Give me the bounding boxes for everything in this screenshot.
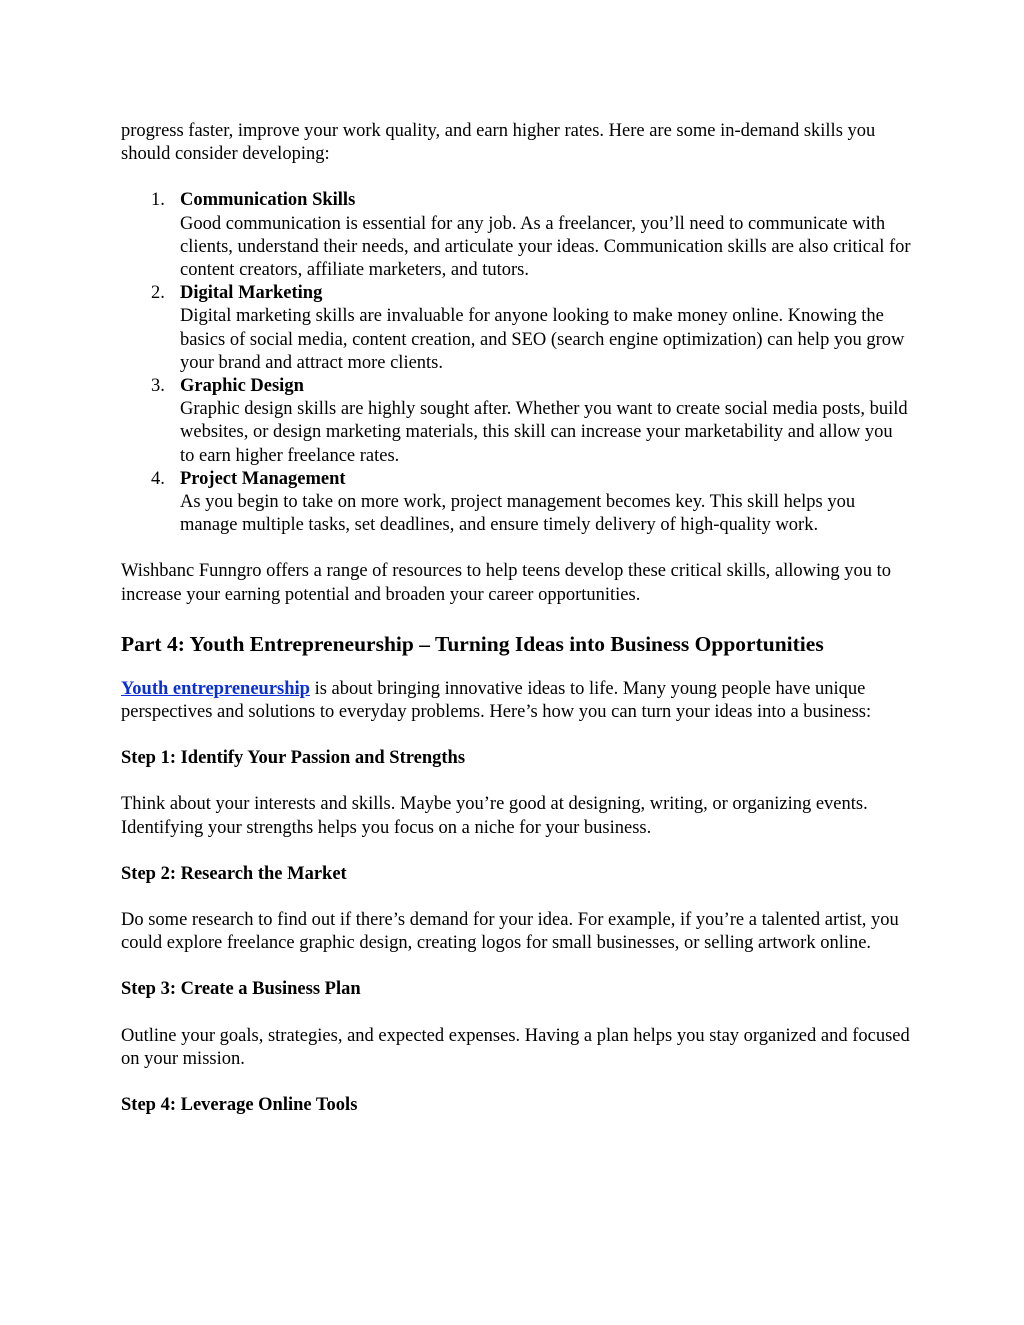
intro-paragraph: progress faster, improve your work quality, and earn higher rates. Here are some in-demand skills you should consider developing: [121, 121, 876, 165]
step-3-title: Step 3: Create a Business Plan [121, 979, 361, 1000]
closing-paragraph: Wishbanc Funngro offers a range of resources to help teens develop these critical skills, allowing you to increase your earning potential and broaden your career opportunities. [121, 561, 892, 605]
list-item [121, 189, 911, 282]
skill-description: Good communication is essential for any job. As a freelancer, you’ll need to communicate with clients, understand their needs, and articulate your ideas. Communication skills are also critical for content creators, affiliate marketers, and tutors. [180, 213, 911, 281]
lead-text: is about bringing innovative ideas to life. Many young people have unique perspectives and solutions to everyday problems. Here’s how you can turn your ideas into a business: [121, 678, 872, 723]
list-item [121, 282, 911, 375]
step-3-body: Outline your goals, strategies, and expected expenses. Having a plan helps you stay organized and focused on your mission. [121, 1025, 910, 1069]
skill-title: Digital Marketing [180, 283, 323, 304]
list-number: 3. [151, 376, 165, 397]
skill-description: As you begin to take on more work, project management becomes key. This skill helps you manage multiple tasks, set deadlines, and ensure timely delivery of high-quality work. [180, 492, 856, 536]
skill-description: Graphic design skills are highly sought after. Whether you want to create social media posts, build websites, or design marketing materials, this skill can increase your marketability and allow you to earn higher freelance rates. [180, 399, 908, 466]
skill-title: Communication Skills [180, 190, 356, 211]
youth-entrepreneurship-link[interactable]: Youth entrepreneurship [121, 678, 310, 699]
document-page [121, 120, 911, 1140]
lead-paragraph [121, 678, 911, 724]
step-4-title: Step 4: Leverage Online Tools [121, 1095, 358, 1116]
list-item [121, 375, 911, 468]
list-number: 4. [151, 468, 165, 489]
section-heading: Part 4: Youth Entrepreneurship – Turning Ideas into Business Opportunities [121, 631, 824, 656]
list-number: 2. [151, 283, 165, 304]
step-2-title: Step 2: Research the Market [121, 863, 347, 884]
list-item [121, 468, 911, 538]
list-number: 1. [151, 190, 165, 211]
step-1-body: Think about your interests and skills. Maybe you’re good at designing, writing, or organizing events. Identifying your strengths helps you focus on a niche for your business. [121, 794, 868, 838]
step-2-body: Do some research to find out if there’s demand for your idea. For example, if you’re a talented artist, you could explore freelance graphic design, creating logos for small businesses, or selling artwork online. [121, 910, 899, 954]
skill-title: Project Management [180, 468, 346, 489]
step-1-title: Step 1: Identify Your Passion and Strengths [121, 748, 466, 769]
skill-title: Graphic Design [180, 376, 304, 397]
skill-description: Digital marketing skills are invaluable for anyone looking to make money online. Knowing the basics of social media, content creation, and SEO (search engine optimization) can help you grow your brand and attract more clients. [180, 306, 905, 373]
skills-list [121, 189, 911, 537]
